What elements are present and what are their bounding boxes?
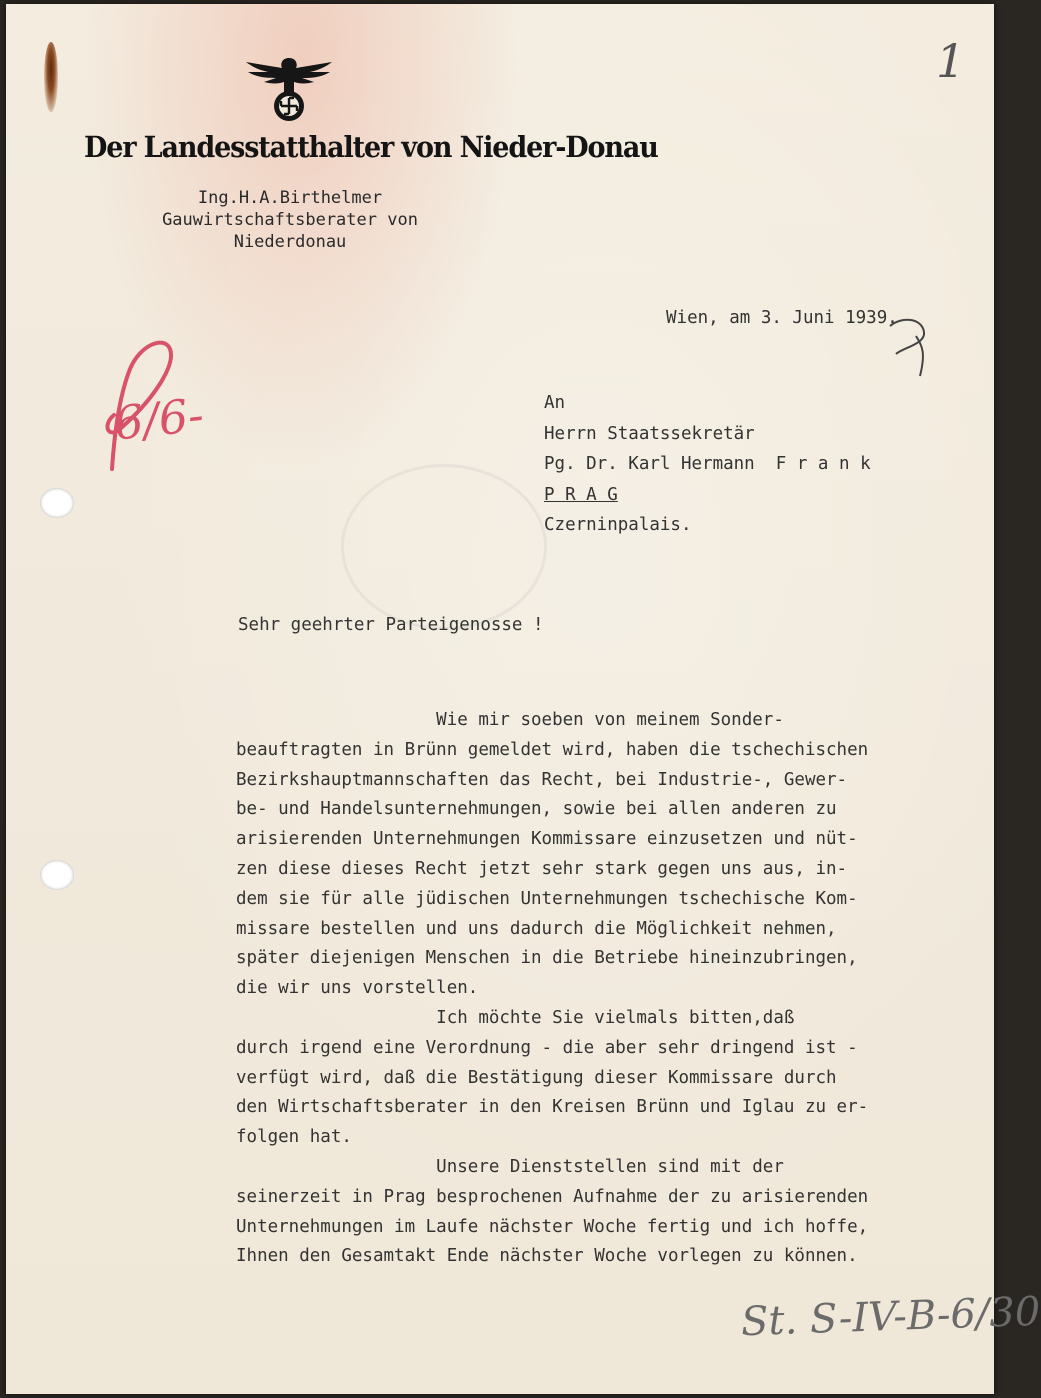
body-line: Wie mir soeben von meinem Sonder-	[236, 710, 784, 730]
body-line: durch irgend eine Verordnung - die aber sehr dringend ist -	[236, 1037, 858, 1058]
body-line: folgen hat.	[236, 1127, 352, 1148]
recipient-city: P R A G	[544, 484, 618, 505]
recipient-address: Czerninpalais.	[544, 515, 692, 535]
body-line: später diejenigen Menschen in die Betriebe hineinzubringen,	[236, 948, 858, 969]
body-line: Bezirkshauptmannschaften das Recht, bei Industrie-, Gewer-	[236, 769, 848, 790]
file-reference-pencil: St. S-IV-B-6/30	[740, 1288, 1041, 1346]
recipient-name: Pg. Dr. Karl Hermann F r a n k	[544, 454, 871, 474]
recipient-to: An	[544, 393, 566, 413]
punch-hole-upper	[40, 488, 74, 518]
body-line: zen diese dieses Recht jetzt sehr stark gegen uns aus, in-	[236, 858, 848, 879]
page-number-pencil: 1	[936, 34, 966, 88]
body-line: Unternehmungen im Laufe nächster Woche fertig und ich hoffe,	[236, 1216, 869, 1237]
body-line: Unsere Dienststellen sind mit der	[236, 1156, 784, 1177]
letter-body	[236, 706, 976, 1272]
body-line: seinerzeit in Prag besprochenen Aufnahme der zu arisierenden	[236, 1186, 869, 1207]
place-date: Wien, am 3. Juni 1939.	[666, 308, 898, 328]
letterhead-title: Der Landesstatthalter von Nieder-Donau	[84, 130, 658, 164]
eagle-emblem-icon	[234, 48, 344, 124]
body-line: die wir uns vorstellen.	[236, 978, 479, 999]
body-line: missare bestellen und uns dadurch die Möglichkeit nehmen,	[236, 918, 837, 939]
salutation: Sehr geehrter Parteigenosse !	[238, 615, 544, 635]
sender-block	[130, 187, 450, 253]
recipient-block	[544, 388, 871, 541]
body-line: dem sie für alle jüdischen Unternehmungen tschechische Kom-	[236, 888, 858, 909]
sender-position: Gauwirtschaftsberater von	[162, 210, 418, 230]
body-line: verfügt wird, daß die Bestätigung dieser Kommissare durch	[236, 1067, 837, 1088]
faded-stamp	[341, 464, 547, 630]
body-line: beauftragten in Brünn gemeldet wird, haben die tschechischen	[236, 739, 869, 760]
sender-name: Ing.H.A.Birthelmer	[197, 188, 383, 208]
letter-page	[6, 4, 1041, 1394]
body-line: arisierenden Unternehmungen Kommissare einzusetzen und nüt-	[236, 829, 858, 850]
body-line: Ihnen den Gesamtakt Ende nächster Woche vorlegen zu können.	[236, 1246, 858, 1267]
rust-stain	[44, 42, 58, 112]
body-line: Ich möchte Sie vielmals bitten,daß	[236, 1007, 795, 1028]
date-correction-scribble	[882, 296, 942, 386]
sender-region: Niederdonau	[233, 232, 347, 252]
body-line: be- und Handelsunternehmungen, sowie bei allen anderen zu	[236, 799, 837, 820]
recipient-title: Herrn Staatssekretär	[544, 423, 755, 444]
punch-hole-lower	[40, 860, 74, 890]
red-pencil-note: 6/6-	[111, 387, 207, 451]
body-line: den Wirtschaftsberater in den Kreisen Brünn und Iglau zu er-	[236, 1097, 869, 1118]
